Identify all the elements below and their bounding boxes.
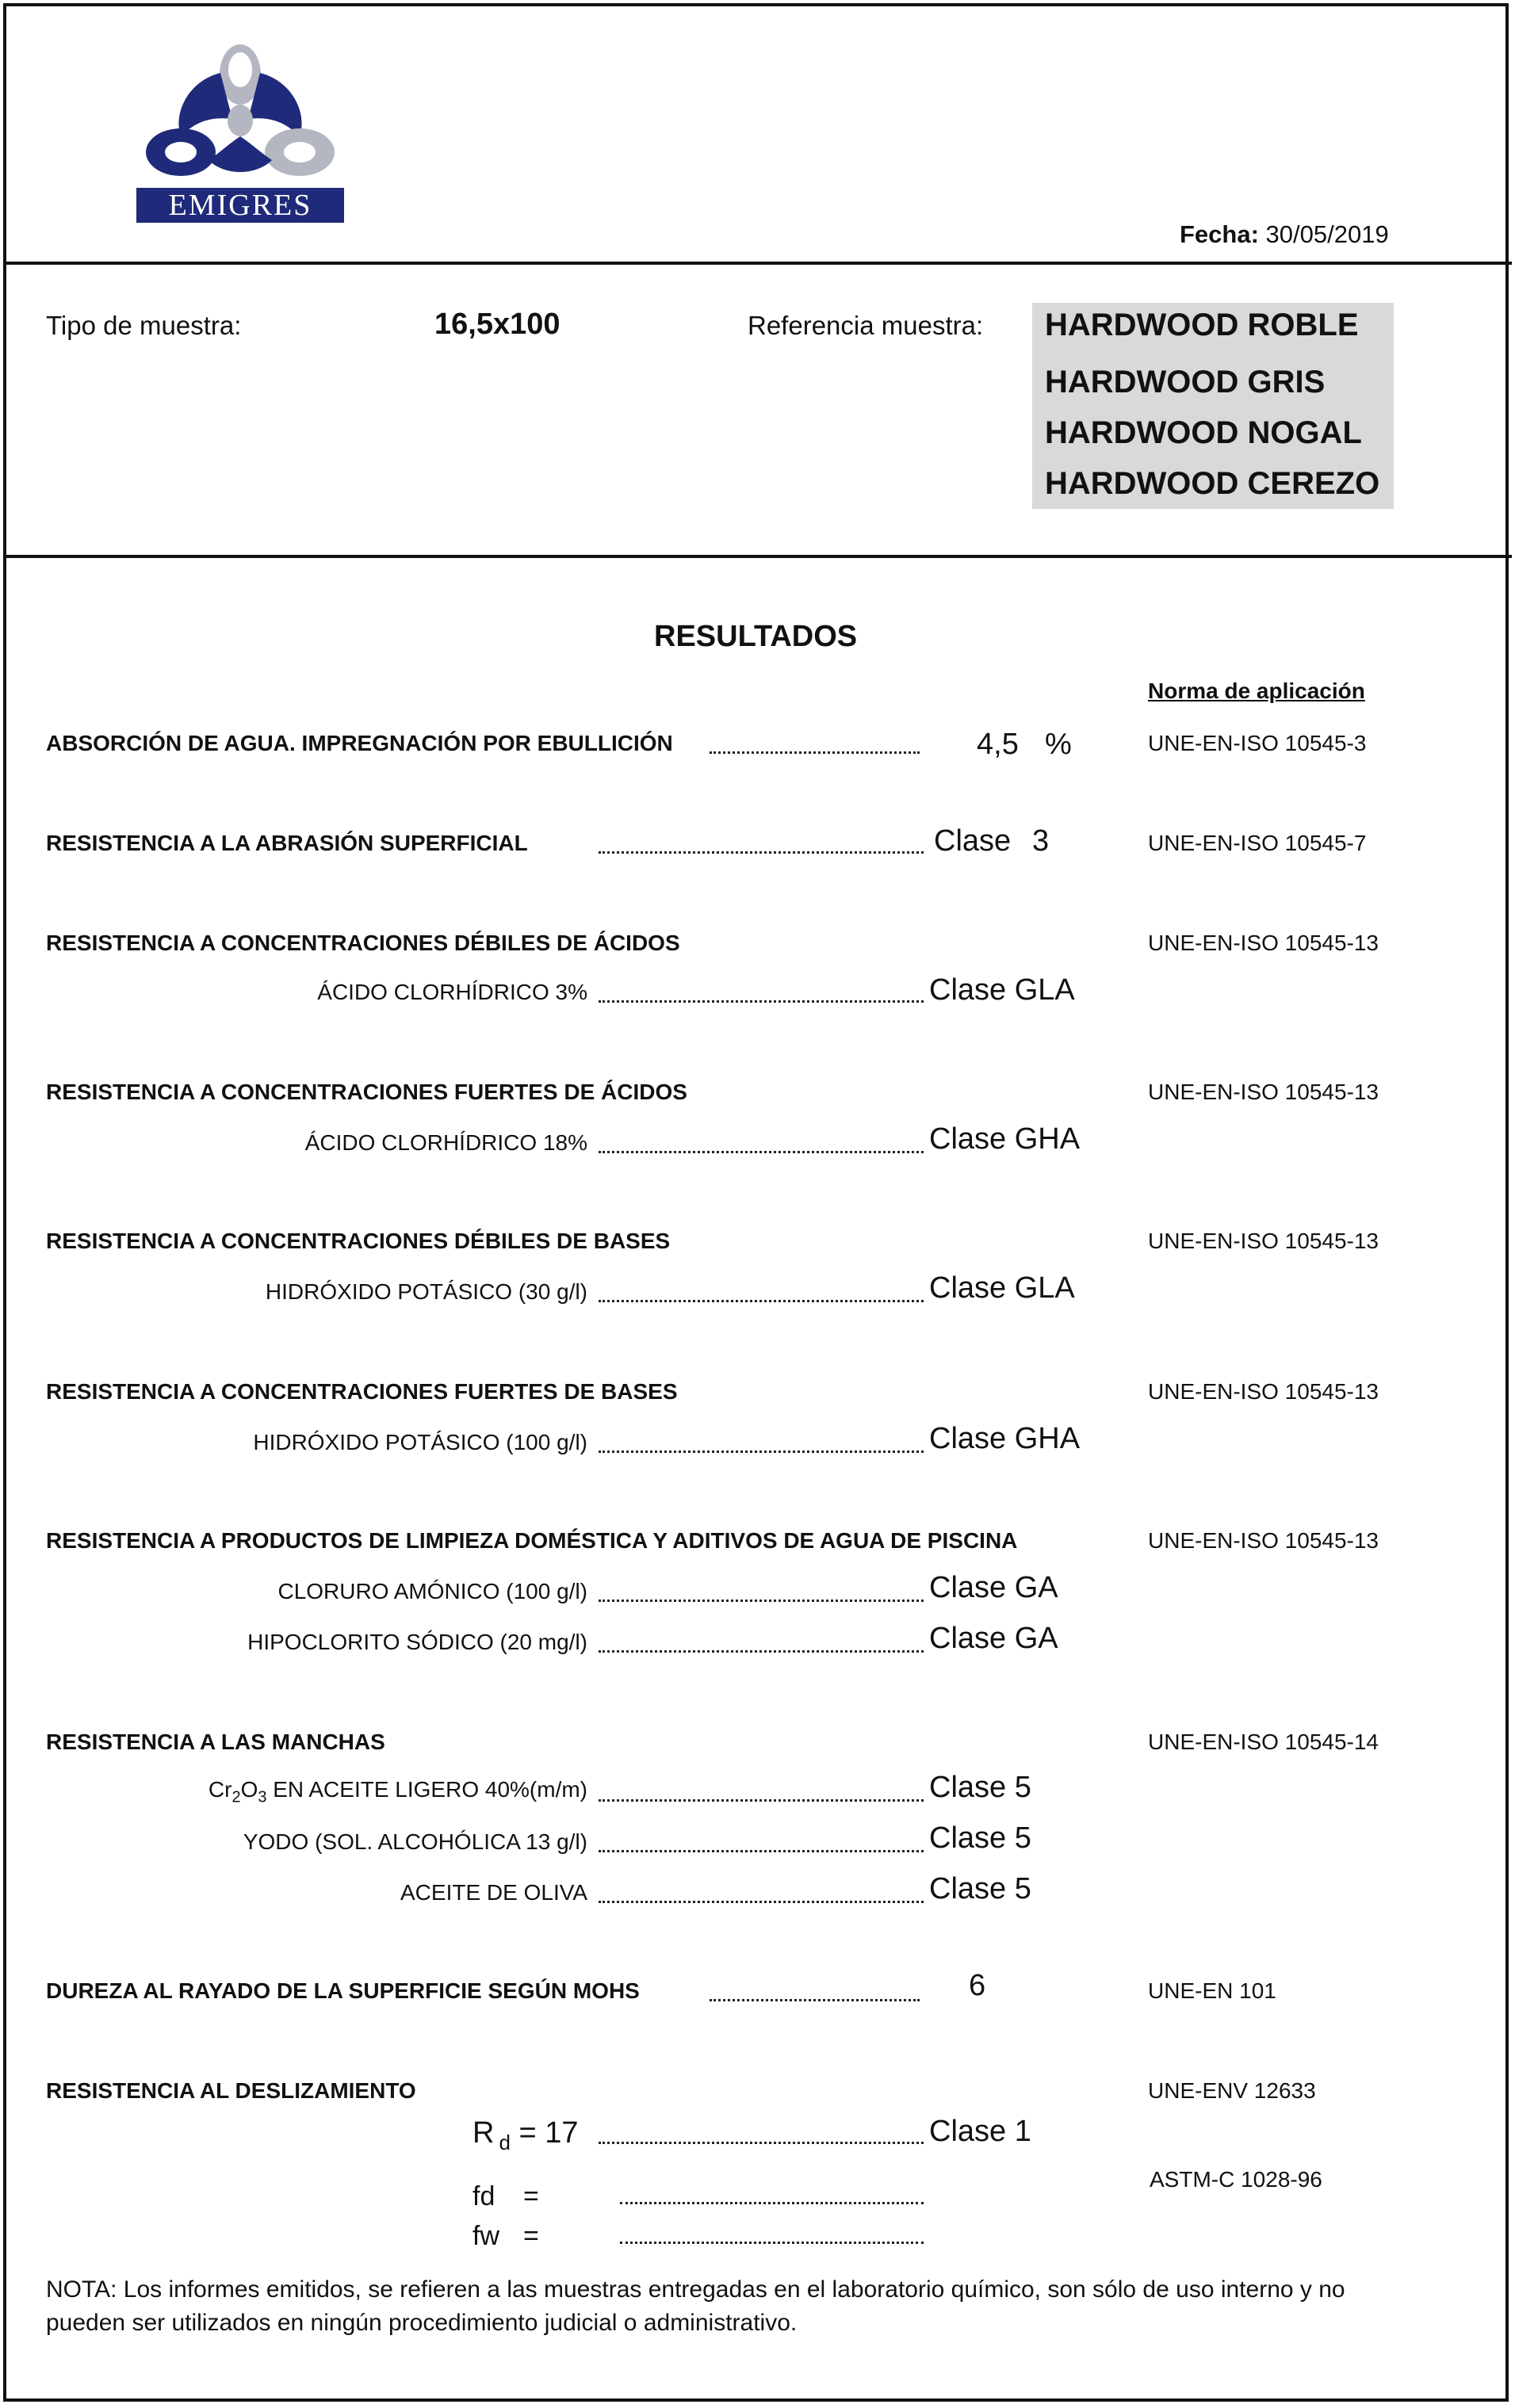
dot-leader <box>599 1799 924 1802</box>
abrasion-value: 3 <box>1032 824 1050 858</box>
slip-norm: UNE-ENV 12633 <box>1148 2078 1316 2103</box>
slip-fd-label: fd <box>472 2181 495 2211</box>
stains-item-part: Cr <box>208 1777 232 1802</box>
header-divider <box>3 262 1512 265</box>
dot-leader <box>710 751 920 754</box>
stains-item-part: O <box>240 1777 258 1802</box>
sample-type-value: 16,5x100 <box>434 308 560 341</box>
dot-leader <box>599 1850 924 1852</box>
logo-symbol-icon <box>133 41 347 188</box>
dot-leader <box>620 2242 924 2244</box>
strong-acids-norm: UNE-EN-ISO 10545-13 <box>1148 1080 1379 1104</box>
sample-ref-label: Referencia muestra: <box>748 311 984 340</box>
slip-fd-eq: = <box>523 2181 539 2211</box>
mohs-title: DUREZA AL RAYADO DE LA SUPERFICIE SEGÚN MOHS <box>46 1978 640 2003</box>
dot-leader <box>599 1300 924 1302</box>
stains-item-cr2o3 <box>209 1777 587 1807</box>
slip-fw-eq: = <box>523 2221 539 2251</box>
strong-acids-item: ÁCIDO CLORHÍDRICO 18% <box>304 1130 587 1155</box>
absorption-title: ABSORCIÓN DE AGUA. IMPREGNACIÓN POR EBULLICIÓN <box>46 731 673 755</box>
abrasion-norm: UNE-EN-ISO 10545-7 <box>1148 831 1367 855</box>
strong-bases-norm: UNE-EN-ISO 10545-13 <box>1148 1379 1379 1404</box>
dot-leader <box>599 1600 924 1602</box>
cleaning-item: HIPOCLORITO SÓDICO (20 mg/l) <box>247 1630 587 1654</box>
stains-norm: UNE-EN-ISO 10545-14 <box>1148 1730 1379 1754</box>
sample-type-label: Tipo de muestra: <box>46 311 242 340</box>
date-value: 30/05/2019 <box>1265 220 1389 248</box>
subscript: 3 <box>258 1788 267 1806</box>
weak-acids-norm: UNE-EN-ISO 10545-13 <box>1148 931 1379 955</box>
dot-leader <box>710 1999 920 2001</box>
sample-ref-item: HARDWOOD GRIS <box>1045 365 1326 399</box>
dot-leader <box>599 1000 924 1003</box>
abrasion-class-label: Clase <box>934 824 1012 858</box>
cleaning-result: Clase GA <box>929 1571 1058 1604</box>
dot-leader <box>599 1901 924 1903</box>
dot-leader <box>599 2142 924 2144</box>
cleaning-result: Clase GA <box>929 1622 1058 1655</box>
weak-bases-title: RESISTENCIA A CONCENTRACIONES DÉBILES DE BASES <box>46 1229 671 1253</box>
weak-bases-norm: UNE-EN-ISO 10545-13 <box>1148 1229 1379 1253</box>
dot-leader <box>599 1650 924 1653</box>
report-date <box>1180 220 1389 249</box>
mohs-norm: UNE-EN 101 <box>1148 1978 1276 2003</box>
slip-rd <box>472 2116 579 2155</box>
dot-leader <box>599 1151 924 1153</box>
strong-bases-result: Clase GHA <box>929 1422 1081 1455</box>
logo-wordmark <box>136 188 344 223</box>
stains-result: Clase 5 <box>929 1872 1031 1905</box>
strong-bases-item: HIDRÓXIDO POTÁSICO (100 g/l) <box>253 1430 587 1454</box>
strong-bases-title: RESISTENCIA A CONCENTRACIONES FUERTES DE BASES <box>46 1379 678 1404</box>
weak-bases-item: HIDRÓXIDO POTÁSICO (30 g/l) <box>265 1279 587 1304</box>
cleaning-norm: UNE-EN-ISO 10545-13 <box>1148 1528 1379 1553</box>
stains-title: RESISTENCIA A LAS MANCHAS <box>46 1730 385 1754</box>
sample-divider <box>3 555 1512 558</box>
sample-ref-item: HARDWOOD CEREZO <box>1045 466 1380 501</box>
slip-rd-result: Clase 1 <box>929 2115 1031 2148</box>
strong-acids-title: RESISTENCIA A CONCENTRACIONES FUERTES DE ÁCIDOS <box>46 1080 687 1104</box>
abrasion-title: RESISTENCIA A LA ABRASIÓN SUPERFICIAL <box>46 831 528 855</box>
disclaimer-note: NOTA: Los informes emitidos, se refieren a las muestras entregadas en el laboratorio químico, son sólo de uso interno y no pueden ser utilizados en ningún procedimiento judicial o administrativo. <box>46 2276 1345 2336</box>
absorption-norm: UNE-EN-ISO 10545-3 <box>1148 731 1367 755</box>
absorption-unit: % <box>1045 728 1072 761</box>
subscript: d <box>499 2130 511 2154</box>
slip-fw-label: fw <box>472 2221 499 2251</box>
weak-acids-item: ÁCIDO CLORHÍDRICO 3% <box>317 980 587 1004</box>
slip-title: RESISTENCIA AL DESLIZAMIENTO <box>46 2078 416 2103</box>
subscript: 2 <box>231 1788 241 1806</box>
stains-result: Clase 5 <box>929 1821 1031 1855</box>
weak-acids-result: Clase GLA <box>929 973 1075 1007</box>
dot-leader <box>620 2202 924 2204</box>
logo-text: EMIGRES <box>168 189 312 222</box>
sample-ref-item: HARDWOOD NOGAL <box>1045 415 1362 450</box>
stains-item: ACEITE DE OLIVA <box>400 1880 587 1905</box>
stains-item-part: EN ACEITE LIGERO 40%(m/m) <box>266 1777 587 1802</box>
date-label: Fecha: <box>1180 220 1259 248</box>
stains-result: Clase 5 <box>929 1771 1031 1804</box>
absorption-value: 4,5 <box>977 728 1019 761</box>
slip-rd-label: R <box>472 2116 495 2150</box>
dot-leader <box>599 1451 924 1453</box>
strong-acids-result: Clase GHA <box>929 1122 1081 1156</box>
mohs-value: 6 <box>969 1969 986 2002</box>
results-title: RESULTADOS <box>654 620 858 653</box>
sample-ref-item: HARDWOOD ROBLE <box>1045 308 1359 342</box>
weak-bases-result: Clase GLA <box>929 1271 1075 1305</box>
slip-norm2: ASTM-C 1028-96 <box>1150 2167 1322 2192</box>
norma-header: Norma de aplicación <box>1148 678 1365 703</box>
cleaning-title: RESISTENCIA A PRODUCTOS DE LIMPIEZA DOMÉSTICA Y ADITIVOS DE AGUA DE PISCINA <box>46 1528 1018 1553</box>
dot-leader <box>599 851 924 854</box>
emigres-logo <box>133 41 347 227</box>
cleaning-item: CLORURO AMÓNICO (100 g/l) <box>277 1579 587 1603</box>
weak-acids-title: RESISTENCIA A CONCENTRACIONES DÉBILES DE ÁCIDOS <box>46 931 680 955</box>
stains-item: YODO (SOL. ALCOHÓLICA 13 g/l) <box>243 1829 587 1854</box>
slip-rd-value: = 17 <box>518 2116 579 2150</box>
